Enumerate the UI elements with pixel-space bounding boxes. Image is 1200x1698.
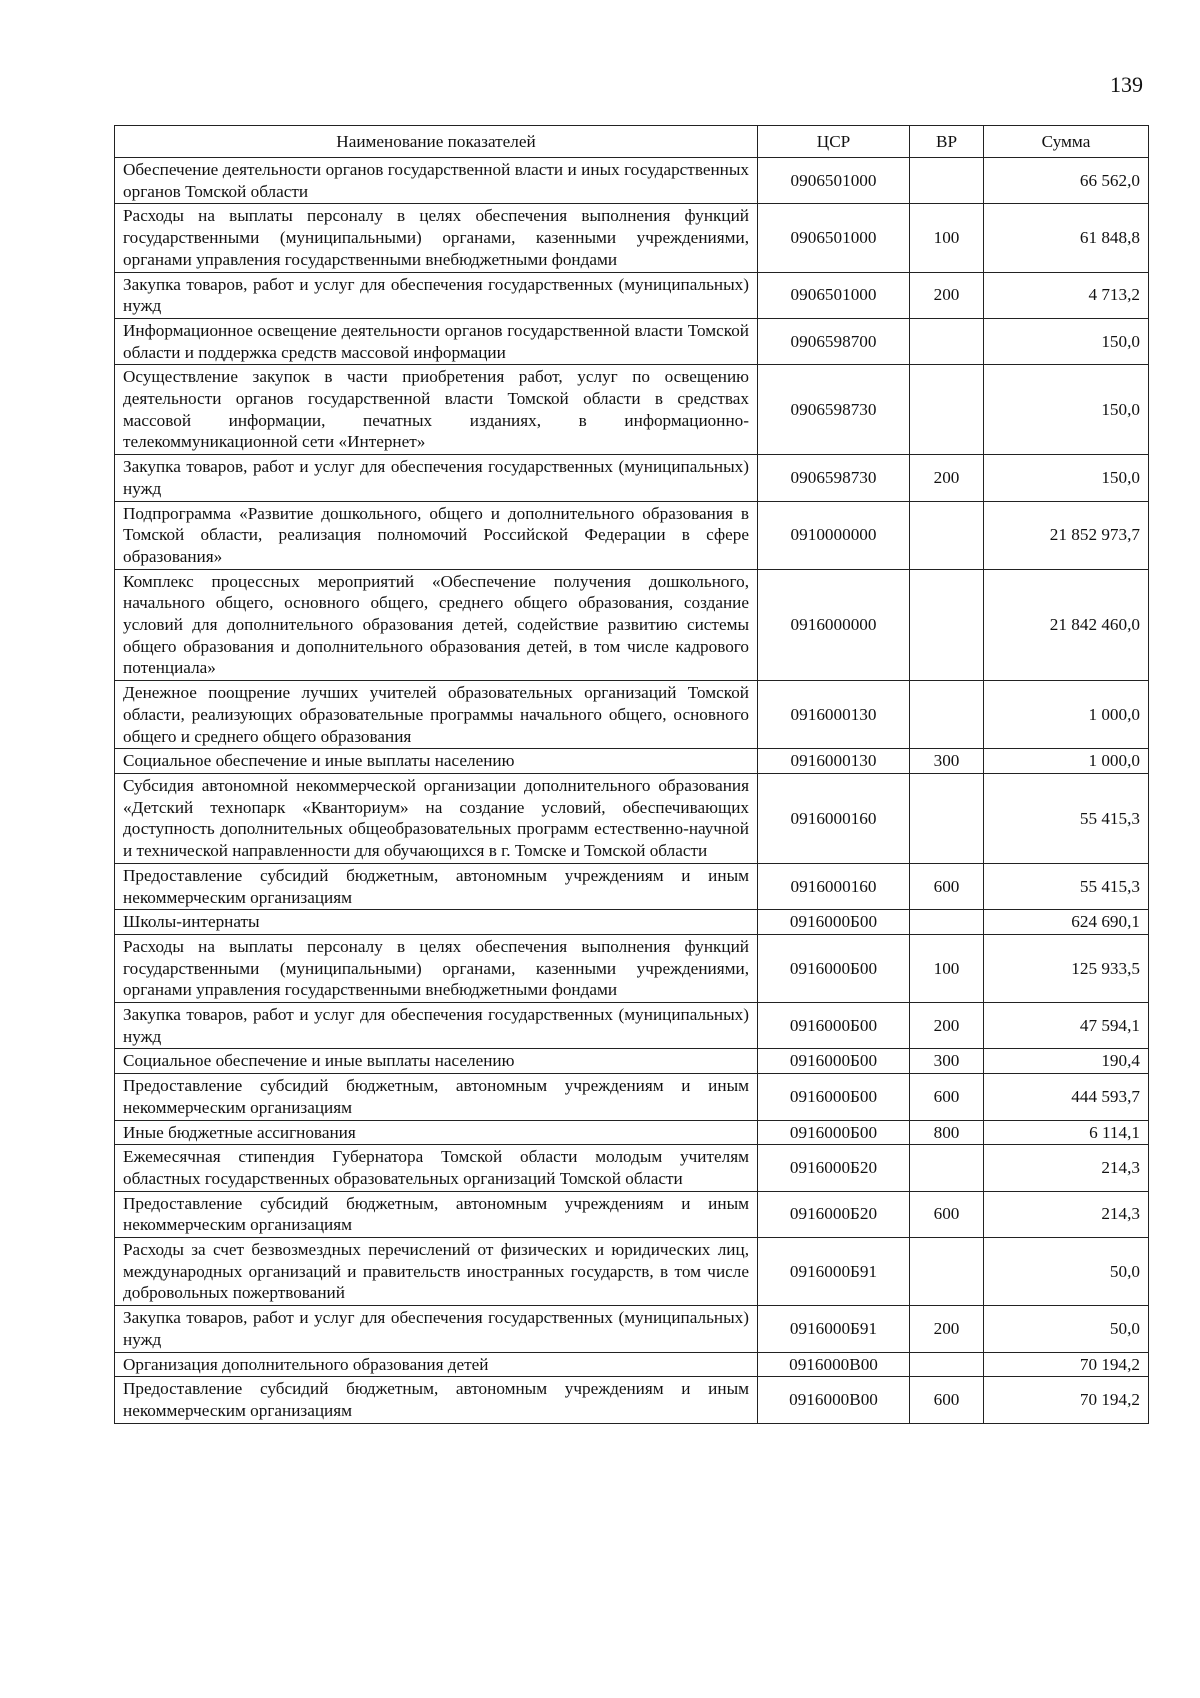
cell-vr: 600	[910, 863, 984, 909]
cell-vr	[910, 910, 984, 935]
header-name: Наименование показателей	[115, 126, 758, 158]
table-row	[115, 1377, 1149, 1423]
cell-sum: 214,3	[984, 1145, 1149, 1191]
cell-sum: 55 415,3	[984, 773, 1149, 863]
cell-csr: 0916000130	[758, 681, 910, 749]
cell-vr: 100	[910, 934, 984, 1002]
cell-vr	[910, 1238, 984, 1306]
page-number: 139	[1110, 72, 1143, 97]
cell-sum: 190,4	[984, 1049, 1149, 1074]
cell-vr	[910, 1145, 984, 1191]
cell-name: Закупка товаров, работ и услуг для обеспечения государственных (муниципальных) нужд	[115, 455, 758, 501]
table-row	[115, 318, 1149, 364]
cell-vr: 600	[910, 1191, 984, 1237]
cell-sum: 47 594,1	[984, 1003, 1149, 1049]
cell-sum: 55 415,3	[984, 863, 1149, 909]
table-header-row	[115, 126, 1149, 158]
cell-name: Предоставление субсидий бюджетным, автономным учреждениям и иным некоммерческим организациям	[115, 863, 758, 909]
table-row	[115, 1306, 1149, 1352]
cell-csr: 0916000Б91	[758, 1238, 910, 1306]
cell-csr: 0906598700	[758, 318, 910, 364]
table-row	[115, 455, 1149, 501]
cell-name: Подпрограмма «Развитие дошкольного, общего и дополнительного образования в Томской области, реализация полномочий Российской Федерации в сфере образования»	[115, 501, 758, 569]
cell-sum: 444 593,7	[984, 1074, 1149, 1120]
cell-sum: 66 562,0	[984, 158, 1149, 204]
cell-sum: 21 842 460,0	[984, 569, 1149, 681]
budget-table	[114, 125, 1149, 1424]
cell-csr: 0906501000	[758, 158, 910, 204]
table-row	[115, 749, 1149, 774]
cell-vr: 200	[910, 455, 984, 501]
cell-vr	[910, 158, 984, 204]
cell-name: Закупка товаров, работ и услуг для обеспечения государственных (муниципальных) нужд	[115, 272, 758, 318]
cell-name: Денежное поощрение лучших учителей образовательных организаций Томской области, реализующих образовательные программы начального общего, основного общего и среднего общего образования	[115, 681, 758, 749]
cell-vr: 100	[910, 204, 984, 272]
table-row	[115, 501, 1149, 569]
header-vr: ВР	[910, 126, 984, 158]
cell-sum: 125 933,5	[984, 934, 1149, 1002]
cell-csr: 0906501000	[758, 272, 910, 318]
cell-vr	[910, 1352, 984, 1377]
cell-csr: 0916000Б20	[758, 1145, 910, 1191]
cell-sum: 61 848,8	[984, 204, 1149, 272]
cell-csr: 0916000Б00	[758, 1049, 910, 1074]
cell-sum: 70 194,2	[984, 1352, 1149, 1377]
cell-vr	[910, 773, 984, 863]
cell-name: Расходы за счет безвозмездных перечислений от физических и юридических лиц, международных организаций и правительств иностранных государств, в том числе добровольных пожертвований	[115, 1238, 758, 1306]
cell-csr: 0916000В00	[758, 1377, 910, 1423]
cell-sum: 624 690,1	[984, 910, 1149, 935]
cell-vr: 800	[910, 1120, 984, 1145]
table-row	[115, 1049, 1149, 1074]
cell-name: Предоставление субсидий бюджетным, автономным учреждениям и иным некоммерческим организациям	[115, 1377, 758, 1423]
cell-sum: 50,0	[984, 1238, 1149, 1306]
table-body	[115, 158, 1149, 1424]
cell-sum: 150,0	[984, 455, 1149, 501]
header-csr: ЦСР	[758, 126, 910, 158]
cell-sum: 6 114,1	[984, 1120, 1149, 1145]
cell-name: Социальное обеспечение и иные выплаты населению	[115, 749, 758, 774]
cell-vr: 200	[910, 1003, 984, 1049]
cell-csr: 0916000Б20	[758, 1191, 910, 1237]
cell-name: Обеспечение деятельности органов государственной власти и иных государственных органов Томской области	[115, 158, 758, 204]
cell-name: Школы-интернаты	[115, 910, 758, 935]
cell-vr: 200	[910, 272, 984, 318]
cell-name: Расходы на выплаты персоналу в целях обеспечения выполнения функций государственными (муниципальными) органами, казенными учреждениями, органами управления государственными внебюджетными фондами	[115, 204, 758, 272]
cell-sum: 4 713,2	[984, 272, 1149, 318]
cell-name: Закупка товаров, работ и услуг для обеспечения государственных (муниципальных) нужд	[115, 1003, 758, 1049]
cell-name: Организация дополнительного образования детей	[115, 1352, 758, 1377]
cell-csr: 0916000Б00	[758, 1074, 910, 1120]
cell-csr: 0916000Б00	[758, 910, 910, 935]
cell-sum: 70 194,2	[984, 1377, 1149, 1423]
cell-sum: 21 852 973,7	[984, 501, 1149, 569]
table-row	[115, 1238, 1149, 1306]
cell-vr	[910, 318, 984, 364]
cell-vr: 300	[910, 1049, 984, 1074]
table-row	[115, 1352, 1149, 1377]
cell-name: Закупка товаров, работ и услуг для обеспечения государственных (муниципальных) нужд	[115, 1306, 758, 1352]
cell-vr: 600	[910, 1377, 984, 1423]
cell-vr	[910, 365, 984, 455]
table-row	[115, 681, 1149, 749]
cell-name: Ежемесячная стипендия Губернатора Томской области молодым учителям областных государственных образовательных организаций Томской области	[115, 1145, 758, 1191]
cell-csr: 0910000000	[758, 501, 910, 569]
cell-name: Социальное обеспечение и иные выплаты населению	[115, 1049, 758, 1074]
cell-sum: 150,0	[984, 365, 1149, 455]
cell-csr: 0916000000	[758, 569, 910, 681]
table-row	[115, 1074, 1149, 1120]
cell-sum: 1 000,0	[984, 681, 1149, 749]
cell-csr: 0916000Б00	[758, 1120, 910, 1145]
cell-name: Комплекс процессных мероприятий «Обеспечение получения дошкольного, начального общего, основного общего, среднего общего образования, создание условий для дополнительного образования детей, содействие развитию системы общего образования и дополнительного образования детей, в том числе кадрового потенциала»	[115, 569, 758, 681]
cell-name: Предоставление субсидий бюджетным, автономным учреждениям и иным некоммерческим организациям	[115, 1074, 758, 1120]
cell-name: Предоставление субсидий бюджетным, автономным учреждениям и иным некоммерческим организациям	[115, 1191, 758, 1237]
cell-vr	[910, 681, 984, 749]
table-row	[115, 863, 1149, 909]
table-row	[115, 910, 1149, 935]
cell-name: Осуществление закупок в части приобретения работ, услуг по освещению деятельности органов государственной власти Томской области в средствах массовой информации, печатных изданиях, в информационно-телекоммуникационной сети «Интернет»	[115, 365, 758, 455]
cell-csr: 0916000160	[758, 773, 910, 863]
cell-vr	[910, 569, 984, 681]
cell-sum: 214,3	[984, 1191, 1149, 1237]
cell-name: Субсидия автономной некоммерческой организации дополнительного образования «Детский технопарк «Кванториум» на создание условий, обеспечивающих доступность дополнительных общеобразовательных программ естественно-научной и технической направленности для обучающихся в г. Томске и Томской области	[115, 773, 758, 863]
table-row	[115, 272, 1149, 318]
table-row	[115, 365, 1149, 455]
cell-csr: 0916000Б00	[758, 934, 910, 1002]
table-row	[115, 934, 1149, 1002]
cell-sum: 150,0	[984, 318, 1149, 364]
table-row	[115, 1191, 1149, 1237]
cell-csr: 0906501000	[758, 204, 910, 272]
table-row	[115, 204, 1149, 272]
table-row	[115, 158, 1149, 204]
cell-name: Расходы на выплаты персоналу в целях обеспечения выполнения функций государственными (муниципальными) органами, казенными учреждениями, органами управления государственными внебюджетными фондами	[115, 934, 758, 1002]
cell-name: Иные бюджетные ассигнования	[115, 1120, 758, 1145]
table-row	[115, 569, 1149, 681]
cell-csr: 0916000130	[758, 749, 910, 774]
cell-name: Информационное освещение деятельности органов государственной власти Томской области и поддержка средств массовой информации	[115, 318, 758, 364]
header-sum: Сумма	[984, 126, 1149, 158]
table-row	[115, 1120, 1149, 1145]
cell-vr: 200	[910, 1306, 984, 1352]
cell-csr: 0916000Б91	[758, 1306, 910, 1352]
table-row	[115, 773, 1149, 863]
cell-vr: 300	[910, 749, 984, 774]
cell-csr: 0906598730	[758, 455, 910, 501]
cell-csr: 0906598730	[758, 365, 910, 455]
table-row	[115, 1145, 1149, 1191]
cell-csr: 0916000В00	[758, 1352, 910, 1377]
cell-sum: 50,0	[984, 1306, 1149, 1352]
table-row	[115, 1003, 1149, 1049]
cell-vr	[910, 501, 984, 569]
cell-csr: 0916000Б00	[758, 1003, 910, 1049]
cell-csr: 0916000160	[758, 863, 910, 909]
cell-sum: 1 000,0	[984, 749, 1149, 774]
cell-vr: 600	[910, 1074, 984, 1120]
